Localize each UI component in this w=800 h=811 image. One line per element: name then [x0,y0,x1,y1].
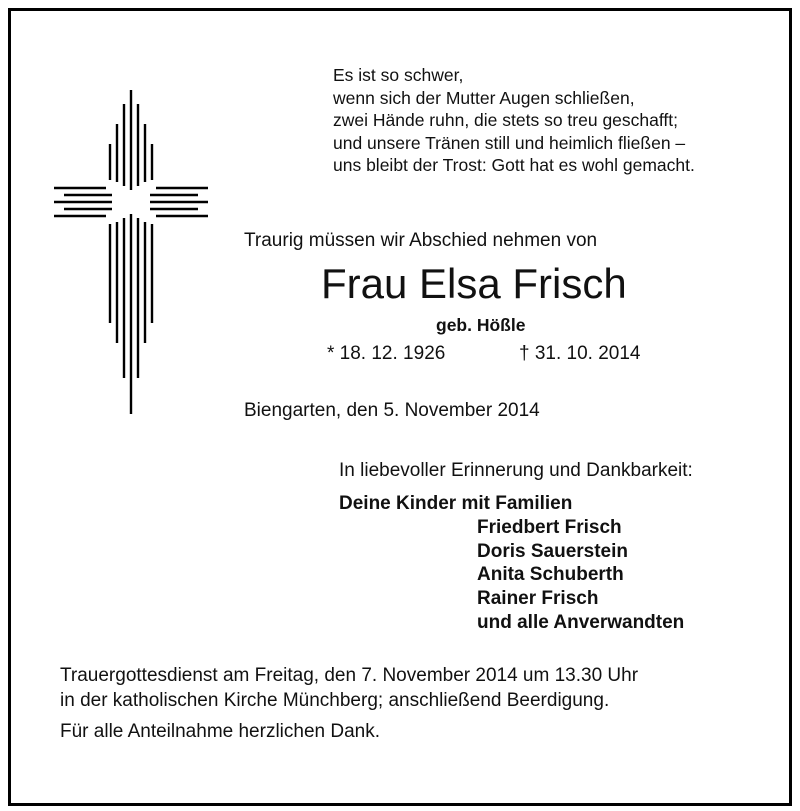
mourner-line: Rainer Frisch [477,588,599,610]
intro-text: Traurig müssen wir Abschied nehmen von [244,230,598,251]
poem-line: Es ist so schwer, [333,65,464,85]
maiden-name: geb. Hößle [436,315,526,335]
birth-date: * 18. 12. 1926 [327,343,446,364]
poem-line: wenn sich der Mutter Augen schließen, [333,87,635,108]
poem-line: zwei Hände ruhn, die stets so treu geschafft; [333,110,679,130]
memory-line: In liebevoller Erinnerung und Dankbarkeit: [339,460,693,481]
thanks-line: Für alle Anteilnahme herzlichen Dank. [60,721,381,742]
service-line: in der katholischen Kirche Münchberg; anschließend Beerdigung. [60,689,610,711]
mourner-line: Anita Schuberth [477,564,624,586]
mourner-line: Friedbert Frisch [477,516,622,538]
deceased-name: Frau Elsa Frisch [321,260,627,307]
cross-icon [52,88,212,418]
poem-line: und unsere Tränen still und heimlich fließen – [333,132,686,153]
mourner-line: und alle Anverwandten [477,611,685,633]
mourner-line: Deine Kinder mit Familien [339,493,573,514]
mourner-line: Doris Sauerstein [477,540,628,562]
mourners-list [339,492,684,635]
poem-line: uns bleibt der Trost: Gott hat es wohl gemacht. [333,155,695,175]
death-date: † 31. 10. 2014 [519,343,641,364]
service-info [60,664,638,713]
service-line: Trauergottesdienst am Freitag, den 7. November 2014 um 13.30 Uhr [60,665,639,686]
poem [333,64,695,177]
place-date: Biengarten, den 5. November 2014 [244,400,540,421]
